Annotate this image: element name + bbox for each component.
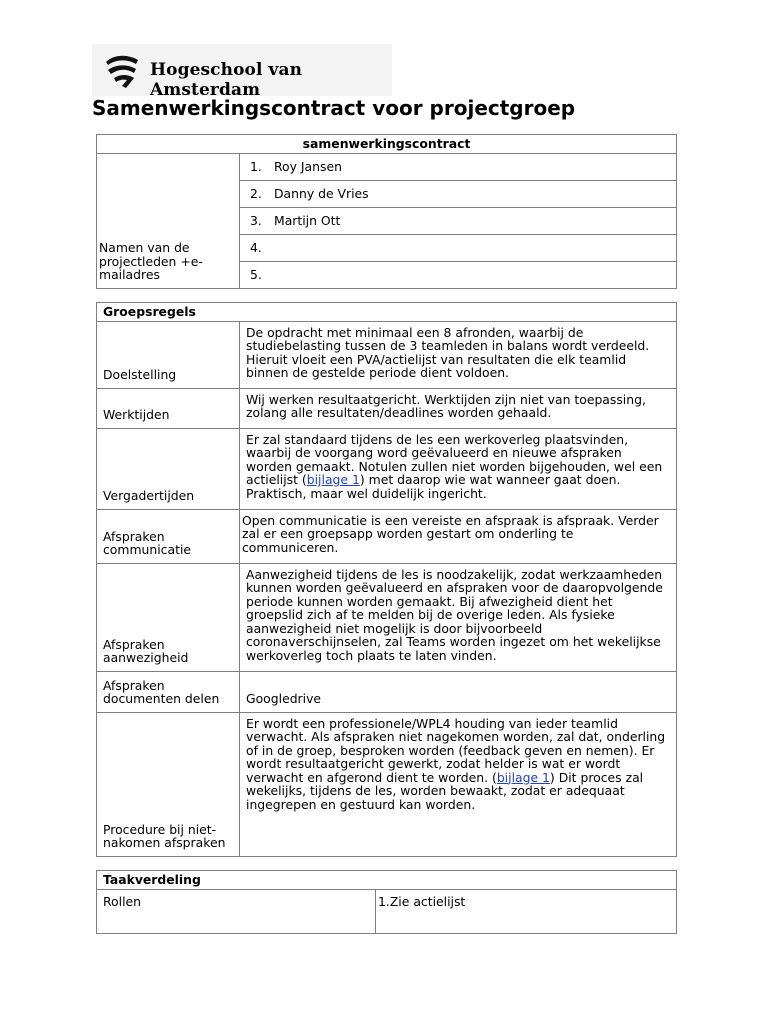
members-label: Namen van de projectleden +e-mailadres <box>97 153 240 288</box>
value-procedure: Er wordt een professionele/WPL4 houding van ieder teamlid verwacht. Als afspraken niet nagekomen worden, zal dat, onderling of in de groep, besproken worden (feedback geven en nemen). Er wordt resultaatgericht gewerkt, zodat helder is wat er wordt verwacht en afgerond dient te worden. (bijlage 1) Dit proces zal wekelijks, tijdens de les, worden bewaakt, zodat er adequaat ingegrepen en gestuurd kan worden. <box>240 712 677 856</box>
value-werktijden: Wij werken resultaatgericht. Werktijden zijn niet van toepassing, zolang alle resultaten/deadlines worden gehaald. <box>240 388 677 428</box>
members-table <box>96 134 677 289</box>
member-row-3: 3. Martijn Ott <box>240 207 677 234</box>
label-procedure: Procedure bij niet-nakomen afspraken <box>97 712 240 856</box>
logo <box>92 44 392 100</box>
institution-name: Hogeschool van Amsterdam <box>150 60 303 100</box>
member-name: Martijn Ott <box>274 212 341 228</box>
member-name: Danny de Vries <box>274 185 369 201</box>
value-rollen: 1.Zie actielijst <box>376 889 677 933</box>
value-communicatie: Open communicatie is een vereiste en afspraak is afspraak. Verder zal er een groepsapp worden gestart om onderling te communiceren. <box>240 509 677 563</box>
members-table-title: samenwerkingscontract <box>97 135 677 154</box>
value-doelstelling: De opdracht met minimaal een 8 afronden, waarbij de studiebelasting tussen de 3 teamleden in balans wordt verdeeld. Hieruit vloeit een PVA/actielijst van resultaten die elk teamlid binnen de gestelde periode dient voldoen. <box>240 321 677 388</box>
group-rules-table <box>96 302 677 857</box>
member-row-4: 4. <box>240 234 677 261</box>
task-division-table <box>96 870 677 934</box>
task-division-title: Taakverdeling <box>97 871 677 890</box>
member-row-1: 1. Roy Jansen <box>240 153 677 180</box>
label-werktijden: Werktijden <box>97 388 240 428</box>
label-documenten: Afspraken documenten delen <box>97 671 240 712</box>
hva-logo-icon <box>102 52 142 90</box>
label-vergadertijden: Vergadertijden <box>97 428 240 509</box>
member-name: Roy Jansen <box>274 158 342 174</box>
member-row-5: 5. <box>240 261 677 288</box>
member-row-2: 2. Danny de Vries <box>240 180 677 207</box>
value-aanwezigheid: Aanwezigheid tijdens de les is noodzakelijk, zodat werkzaamheden kunnen worden geëvalueerd en afspraken voor de daaropvolgende periode kunnen worden gemaakt. Bij afwezigheid dient het groepslid zich af te melden bij de overige leden. Als fysieke aanwezigheid niet mogelijk is door bijvoorbeeld coronaverschijnselen, zal Teams worden ingezet om het wekelijkse werkoverleg toch plaats te laten vinden. <box>240 563 677 671</box>
label-rollen: Rollen <box>97 889 376 933</box>
label-doelstelling: Doelstelling <box>97 321 240 388</box>
group-rules-title: Groepsregels <box>97 303 677 322</box>
label-communicatie: Afspraken communicatie <box>97 509 240 563</box>
bijlage-link[interactable]: bijlage 1 <box>306 472 360 487</box>
label-aanwezigheid: Afspraken aanwezigheid <box>97 563 240 671</box>
value-documenten: Googledrive <box>240 671 677 712</box>
document-title: Samenwerkingscontract voor projectgroep <box>92 96 576 120</box>
value-vergadertijden: Er zal standaard tijdens de les een werkoverleg plaatsvinden, waarbij de voorgang word geëvalueerd en nieuwe afspraken worden gemaakt. Notulen zullen niet worden bijgehouden, wel een actielijst (bijlage 1) met daarop wie wat wanneer gaat doen. Praktisch, maar wel duidelijk ingericht. <box>240 428 677 509</box>
bijlage-link[interactable]: bijlage 1 <box>496 769 550 785</box>
